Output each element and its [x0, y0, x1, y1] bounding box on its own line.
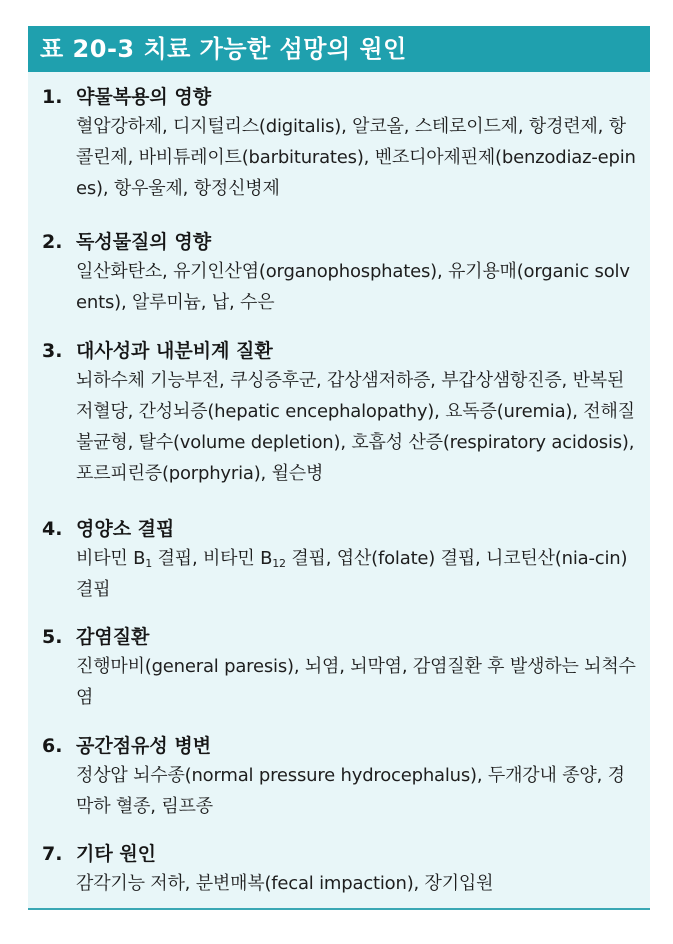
body-text: 결핍, 엽산(folate) 결핍, 니코틴산(nia-cin) 결핍 [76, 548, 628, 600]
item-body: 뇌하수체 기능부전, 쿠싱증후군, 갑상샘저하증, 부갑상샘항진증, 반복된 저혈당, 간성뇌증(hepatic encephalopathy), 요독증(uremia), 전해질 불균형, 탈수(volume depletion), 호흡성 산증(respiratory acidosis), 포르피린증(porphyria), 윌슨병 [76, 370, 635, 484]
item-heading [42, 337, 638, 365]
item-number: 2. [42, 231, 63, 253]
item-body: 혈압강하제, 디지털리스(digitalis), 알코올, 스테로이드제, 항경련제, 항콜린제, 바비튜레이트(barbiturates), 벤조디아제핀제(benzodiaz-epines), 항우울제, 항정신병제 [76, 116, 636, 199]
item-number: 3. [42, 340, 63, 362]
item-heading-text: 감염질환 [76, 626, 150, 648]
list-item-7 [42, 840, 638, 899]
item-heading-text: 약물복용의 영향 [76, 86, 212, 108]
item-body [76, 543, 638, 605]
item-heading-text: 독성물질의 영향 [76, 231, 212, 253]
item-heading [42, 732, 638, 760]
item-heading-text: 영양소 결핍 [76, 518, 175, 540]
item-heading-text: 기타 원인 [76, 843, 157, 865]
list-item-2 [42, 228, 638, 318]
table-box [28, 26, 650, 910]
list-item-6 [42, 732, 638, 822]
item-number: 4. [42, 518, 63, 540]
item-heading [42, 840, 638, 868]
item-heading [42, 515, 638, 543]
body-text: 비타민 B [76, 548, 146, 569]
list-item-5 [42, 623, 638, 713]
list-item-3 [42, 337, 638, 489]
item-number: 6. [42, 735, 63, 757]
subscript: 12 [272, 557, 286, 570]
item-body: 진행마비(general paresis), 뇌염, 뇌막염, 감염질환 후 발생하는 뇌척수염 [76, 656, 636, 708]
list-item-4 [42, 515, 638, 605]
item-heading [42, 228, 638, 256]
item-number: 5. [42, 626, 63, 648]
table-title: 표 20-3 치료 가능한 섬망의 원인 [28, 26, 650, 72]
item-body: 감각기능 저하, 분변매복(fecal impaction), 장기입원 [76, 873, 494, 894]
item-heading [42, 83, 638, 111]
item-heading [42, 623, 638, 651]
item-body: 일산화탄소, 유기인산염(organophosphates), 유기용매(organic solvents), 알루미늄, 납, 수은 [76, 261, 630, 313]
item-number: 1. [42, 86, 63, 108]
subscript: 1 [145, 557, 153, 570]
item-body: 정상압 뇌수종(normal pressure hydrocephalus), 두개강내 종양, 경막하 혈종, 림프종 [76, 765, 625, 817]
item-number: 7. [42, 843, 63, 865]
list-item-1 [42, 83, 638, 204]
item-heading-text: 대사성과 내분비계 질환 [76, 340, 273, 362]
body-text: 결핍, 비타민 B [152, 548, 273, 569]
item-heading-text: 공간점유성 병변 [76, 735, 212, 757]
